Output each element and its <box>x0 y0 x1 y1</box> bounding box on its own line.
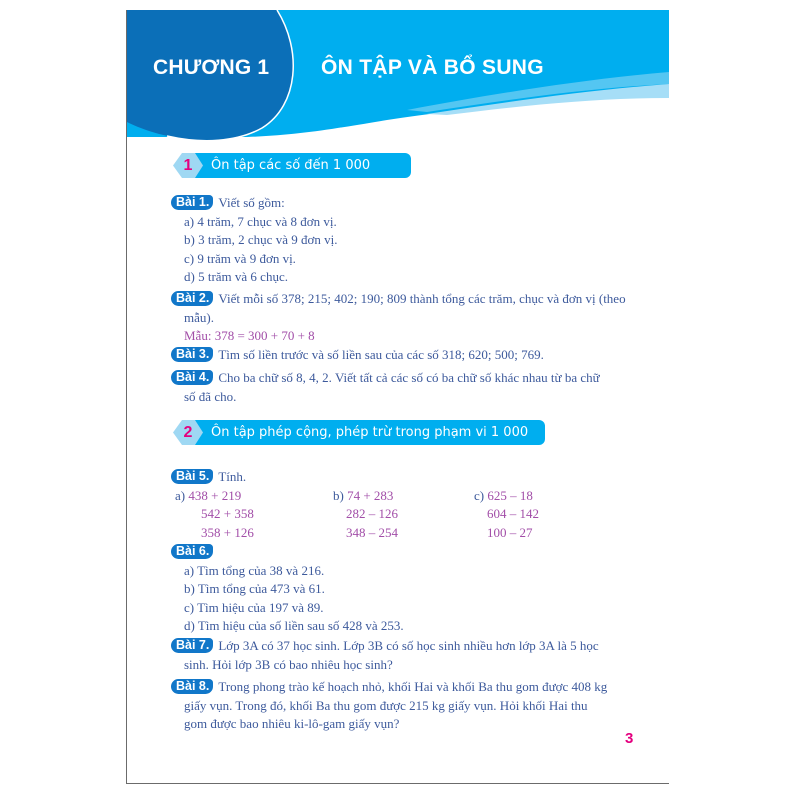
calc-column-b <box>333 487 398 543</box>
column-label: b) <box>333 487 344 503</box>
exercise-item: d) Tìm hiệu của số liền sau số 428 và 253. <box>184 618 404 633</box>
exercise-badge: Bài 8. <box>171 679 213 694</box>
section-number: 2 <box>183 424 193 441</box>
exercise-prompt: Tìm số liền trước và số liền sau của các số 318; 620; 500; 769. <box>218 347 544 362</box>
calculation-grid <box>171 487 631 543</box>
exercise-prompt: Viết mỗi số 378; 215; 402; 190; 809 thành tổng các trăm, chục và đơn vị (theo <box>218 291 626 306</box>
section-header-1 <box>173 153 409 178</box>
exercise-badge: Bài 3. <box>171 347 213 362</box>
calc-column-a <box>175 487 254 543</box>
exercise-5 <box>171 468 631 543</box>
exercise-item: c) 9 trăm và 9 đơn vị. <box>184 250 296 266</box>
exercise-8 <box>171 678 641 734</box>
exercise-badge: Bài 5. <box>171 469 213 484</box>
exercise-prompt: Lớp 3A có 37 học sinh. Lớp 3B có số học sinh nhiều hơn lớp 3A là 5 học <box>218 638 599 653</box>
chapter-title: ÔN TẬP VÀ BỔ SUNG <box>321 56 544 79</box>
calc-expression: 74 + 283 <box>347 487 394 503</box>
calc-expression: 438 + 219 <box>188 487 242 503</box>
calc-expression: 100 – 27 <box>487 524 533 540</box>
exercise-4 <box>171 369 641 406</box>
column-label: a) <box>175 487 186 503</box>
exercise-3 <box>171 346 631 365</box>
page-number: 3 <box>625 730 634 747</box>
calc-expression: 348 – 254 <box>346 524 398 540</box>
exercise-7 <box>171 637 641 674</box>
exercise-prompt-cont: sinh. Hỏi lớp 3B có bao nhiêu học sinh? <box>184 656 393 672</box>
exercise-item: a) Tìm tổng của 38 và 216. <box>184 562 325 578</box>
exercise-badge: Bài 7. <box>171 638 213 653</box>
calc-expression: 625 – 18 <box>487 487 533 503</box>
exercise-prompt: Tính. <box>218 469 247 484</box>
exercise-2 <box>171 290 641 346</box>
exercise-item: d) 5 trăm và 6 chục. <box>184 269 288 284</box>
exercise-prompt: Trong phong trào kế hoạch nhỏ, khối Hai và khối Ba thu gom được 408 kg <box>218 679 608 694</box>
exercise-badge: Bài 2. <box>171 291 213 306</box>
exercise-prompt: Cho ba chữ số 8, 4, 2. Viết tất cả các số có ba chữ số khác nhau từ ba chữ <box>218 370 600 385</box>
exercise-badge: Bài 1. <box>171 195 213 210</box>
exercise-item: b) Tìm tổng của 473 và 61. <box>184 581 325 596</box>
textbook-page <box>126 10 669 784</box>
exercise-badge: Bài 4. <box>171 370 213 385</box>
column-label: c) <box>474 487 485 503</box>
exercise-badge: Bài 6. <box>171 544 213 559</box>
exercise-prompt-cont: gom được bao nhiêu ki-lô-gam giấy vụn? <box>184 716 400 731</box>
section-number: 1 <box>183 157 193 174</box>
calc-expression: 542 + 358 <box>201 506 254 521</box>
exercise-6 <box>171 543 631 636</box>
calc-expression: 604 – 142 <box>487 506 539 521</box>
exercise-item: a) 4 trăm, 7 chục và 8 đơn vị. <box>184 213 337 229</box>
calc-expression: 282 – 126 <box>346 506 398 521</box>
exercise-prompt: Viết số gồm: <box>218 195 285 210</box>
exercise-item: c) Tìm hiệu của 197 và 89. <box>184 599 324 615</box>
exercise-1 <box>171 194 631 287</box>
calc-expression: 358 + 126 <box>201 524 254 540</box>
section-title: Ôn tập các số đến 1 000 <box>187 153 411 178</box>
exercise-prompt-cont: giấy vụn. Trong đó, khối Ba thu gom được 215 kg giấy vụn. Hỏi khối Hai thu <box>184 697 588 713</box>
section-header-2 <box>173 420 543 445</box>
exercise-prompt-cont: mẫu). <box>184 309 214 325</box>
exercise-item: b) 3 trăm, 2 chục và 9 đơn vị. <box>184 232 338 247</box>
section-title: Ôn tập phép cộng, phép trừ trong phạm vi 1 000 <box>187 420 545 445</box>
calc-column-c <box>474 487 539 543</box>
chapter-label: CHƯƠNG 1 <box>153 56 270 79</box>
exercise-prompt-cont: số đã cho. <box>184 388 237 404</box>
example-line: Mẫu: 378 = 300 + 70 + 8 <box>184 328 315 343</box>
